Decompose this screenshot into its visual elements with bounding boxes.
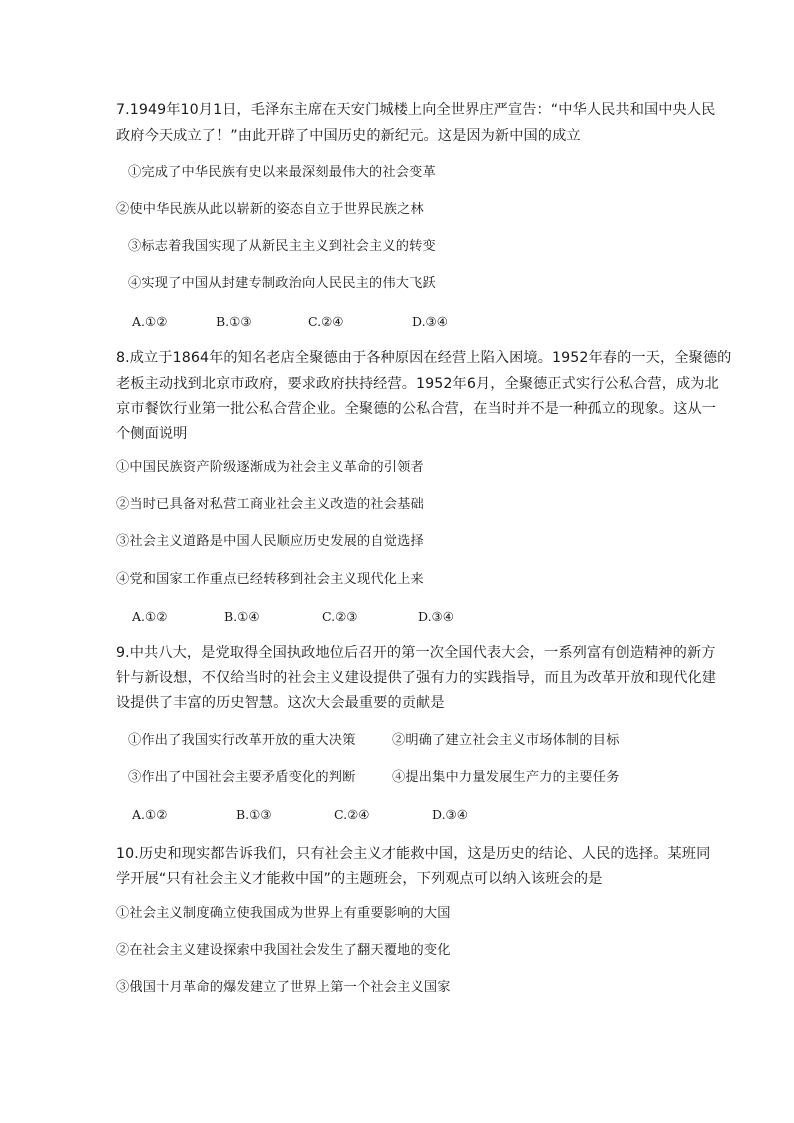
question-8-choice-3: ③社会主义道路是中国人民顺应历史发展的自觉选择 — [116, 534, 424, 549]
question-8-option-d: D.③④ — [418, 609, 454, 624]
question-9-choice-4: ④提出集中力量发展生产力的主要任务 — [392, 770, 620, 785]
question-7-stem-line-2: 政府今天成立了！”由此开辟了中国历史的新纪元。这是因为新中国的成立 — [116, 128, 581, 144]
question-9-stem-line-3: 设提供了丰富的历史智慧。这次大会最重要的贡献是 — [116, 695, 445, 711]
question-7-choice-1: ①完成了中华民族有史以来最深刻最伟大的社会变革 — [128, 165, 436, 180]
question-7-option-a: A.①② — [132, 314, 168, 329]
question-7-option-d: D.③④ — [412, 314, 448, 329]
question-10-choice-1: ①社会主义制度确立使我国成为世界上有重要影响的大国 — [116, 906, 451, 921]
question-9-choice-2: ②明确了建立社会主义市场体制的目标 — [392, 733, 620, 748]
question-9-stem-line-1: 9.中共八大，是党取得全国执政地位后召开的第一次全国代表大会，一系列富有创造精神的新方 — [116, 645, 716, 661]
question-10-stem-line-2: 学开展“只有社会主义才能救中国”的主题班会，下列观点可以纳入该班会的是 — [116, 871, 603, 887]
question-8-option-c: C.②③ — [322, 609, 358, 624]
question-7-stem-line-1: 7.1949年10月1日，毛泽东主席在天安门城楼上向全世界庄严宣告：“中华人民共和国中央人民 — [116, 102, 716, 118]
question-9-option-a: A.①② — [132, 807, 168, 822]
question-8-choice-4: ④党和国家工作重点已经转移到社会主义现代化上来 — [116, 572, 424, 587]
question-10-stem-line-1: 10.历史和现实都告诉我们，只有社会主义才能救中国，这是历史的结论、人民的选择。某班同 — [116, 846, 711, 862]
question-10-choice-3: ③俄国十月革命的爆发建立了世界上第一个社会主义国家 — [116, 980, 451, 995]
question-8-choice-1: ①中国民族资产阶级逐渐成为社会主义革命的引领者 — [116, 460, 424, 475]
question-8-stem-line-2: 老板主动找到北京市政府，要求政府扶持经营。1952年6月，全聚德正式实行公私合营，成为北 — [116, 376, 719, 392]
question-7-choice-2: ②使中华民族从此以崭新的姿态自立于世界民族之林 — [116, 202, 424, 217]
question-9-option-b: B.①③ — [236, 807, 272, 822]
question-8-choice-2: ②当时已具备对私营工商业社会主义改造的社会基础 — [116, 497, 424, 512]
question-9-stem-line-2: 针与新设想，不仅给当时的社会主义建设提供了强有力的实践指导，而且为改革开放和现代化建 — [116, 670, 717, 686]
question-8-stem-line-1: 8.成立于1864年的知名老店全聚德由于各种原因在经营上陷入困境。1952年春的一天，全聚德的 — [116, 350, 732, 366]
question-10-choice-2: ②在社会主义建设探索中我国社会发生了翻天覆地的变化 — [116, 943, 451, 958]
question-9-choice-3: ③作出了中国社会主要矛盾变化的判断 — [128, 770, 356, 785]
question-8-stem-line-4: 个侧面说明 — [116, 426, 188, 442]
question-9-option-c: C.②④ — [334, 807, 370, 822]
question-7-choice-3: ③标志着我国实现了从新民主主义到社会主义的转变 — [128, 239, 436, 254]
question-8-option-b: B.①④ — [224, 609, 260, 624]
question-9-choice-1: ①作出了我国实行改革开放的重大决策 — [128, 733, 356, 748]
question-7-option-b: B.①③ — [216, 314, 252, 329]
question-7-option-c: C.②④ — [308, 314, 344, 329]
question-7-choice-4: ④实现了中国从封建专制政治向人民民主的伟大飞跃 — [128, 276, 436, 291]
question-8-option-a: A.①② — [132, 609, 168, 624]
question-9-option-d: D.③④ — [432, 807, 468, 822]
question-8-stem-line-3: 京市餐饮行业第一批公私合营企业。全聚德的公私合营，在当时并不是一种孤立的现象。这从一 — [116, 401, 717, 417]
